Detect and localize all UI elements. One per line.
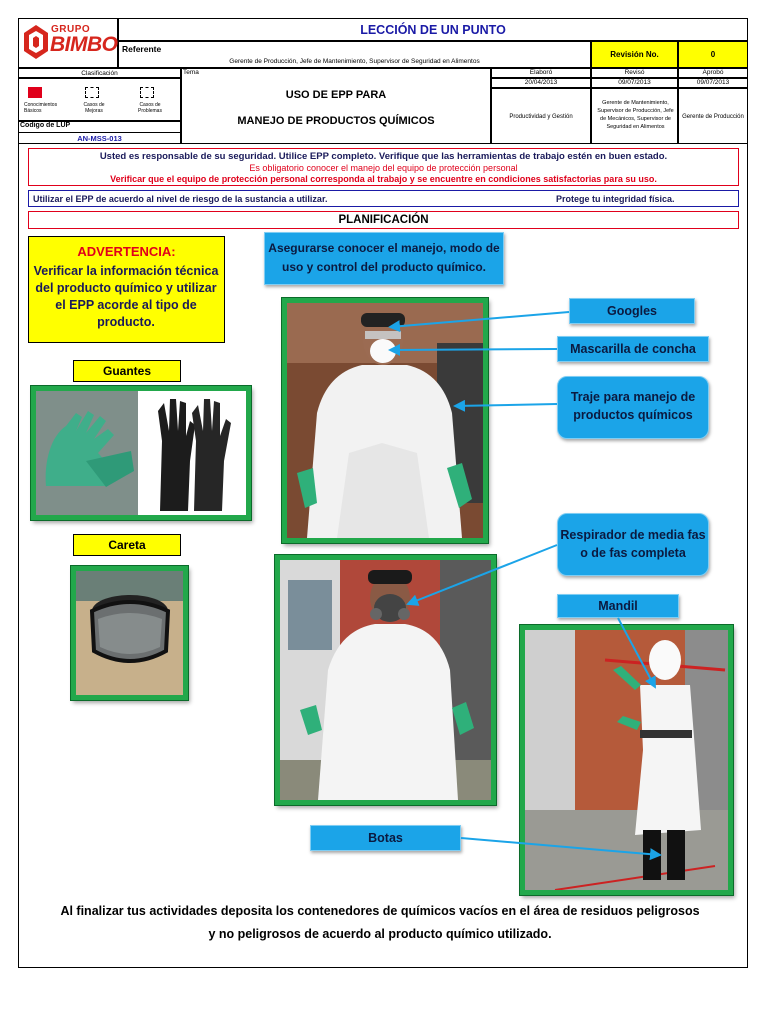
warning-title: ADVERTENCIA:: [77, 244, 176, 259]
info-text: Asegurarse conocer el manejo, modo de uso y control del producto químico.: [268, 241, 500, 274]
option-mejoras: Casos de Mejoras: [83, 102, 105, 114]
arrow-mandil: [618, 618, 655, 687]
reviso-date: 09/07/2013: [591, 78, 678, 88]
arrow-respirador: [408, 545, 557, 604]
risk-right: Protege tu integridad física.: [556, 194, 675, 204]
referente-value: Gerente de Producción, Jefe de Mantenimiento, Supervisor de Seguridad en Alimentos: [229, 58, 480, 65]
mandil-label: Mandil: [557, 594, 679, 618]
logo-grupo: GRUPO: [51, 24, 91, 35]
guantes-label: Guantes: [73, 360, 181, 382]
respirador-label: Respirador de media fas o de fas completa: [557, 513, 709, 576]
botas-label: Botas: [310, 825, 461, 851]
googles-label: Googles: [569, 298, 695, 324]
mascarilla-label: Mascarilla de concha: [557, 336, 709, 362]
codigo-value: AN-MSS-013: [77, 134, 122, 143]
footer-instruction: Al finalizar tus actividades deposita los contenedores de químicos vacíos en el área de residuos peligrosos y no peligrosos de acuerdo al producto químico utilizado.: [60, 904, 700, 941]
section-title: PLANIFICACIÓN: [338, 214, 429, 226]
reviso-name: Gerente de Mantenimiento, Supervisor de Producción, Jefe de Mecánicos, Supervisor de Seguridad en Alimentos: [591, 88, 678, 144]
aprobo-name: Gerente de Producción: [678, 88, 748, 144]
aprobo-header: Aprobó: [678, 68, 748, 78]
revision-value: 0: [710, 50, 716, 59]
tema-label: Tema: [183, 69, 199, 76]
document-title: LECCIÓN DE UN PUNTO: [360, 23, 506, 37]
codigo-label: Codigo de LUP: [20, 122, 71, 129]
notice-line2: Es obligatorio conocer el manejo del equipo de protección personal: [249, 163, 518, 173]
logo-bimbo: BIMBO: [50, 33, 118, 56]
option-conocimientos: Conocimientos Básicos: [24, 102, 58, 114]
reviso-header: Revisó: [591, 68, 678, 78]
tema-line2: MANEJO DE PRODUCTOS QUÍMICOS: [237, 115, 435, 127]
notice-line1: Usted es responsable de su seguridad. Utilice EPP completo. Verifique que las herramientas de trabajo estén en buen estado.: [99, 151, 668, 162]
notice-line3: Verificar que el equipo de protección personal corresponda al trabajo y se encuentre en condiciones satisfactorias para su uso.: [110, 174, 657, 184]
aprobo-date: 09/07/2013: [678, 78, 748, 88]
warning-body: Verificar la información técnica del producto químico y utilizar el EPP acorde al tipo de producto.: [33, 264, 219, 329]
option-problemas: Casos de Problemas: [138, 102, 162, 114]
classification-header: Clasificación: [18, 68, 181, 78]
arrow-traje: [455, 404, 557, 406]
arrow-mascarilla: [390, 349, 557, 350]
arrow-botas: [461, 838, 660, 855]
careta-label: Careta: [73, 534, 181, 556]
elaboro-name: Productividad y Gestión: [491, 88, 591, 144]
traje-label: Traje para manejo de productos químicos: [557, 376, 709, 439]
risk-left: Utilizar el EPP de acuerdo al nivel de riesgo de la sustancia a utilizar.: [33, 194, 328, 204]
elaboro-date: 20/04/2013: [491, 78, 591, 88]
referente-label: Referente: [122, 44, 162, 54]
arrow-googles: [390, 312, 569, 327]
elaboro-header: Elaboró: [491, 68, 591, 78]
revision-label: Revisión No.: [610, 50, 659, 59]
tema-line1: USO DE EPP PARA: [285, 89, 387, 101]
